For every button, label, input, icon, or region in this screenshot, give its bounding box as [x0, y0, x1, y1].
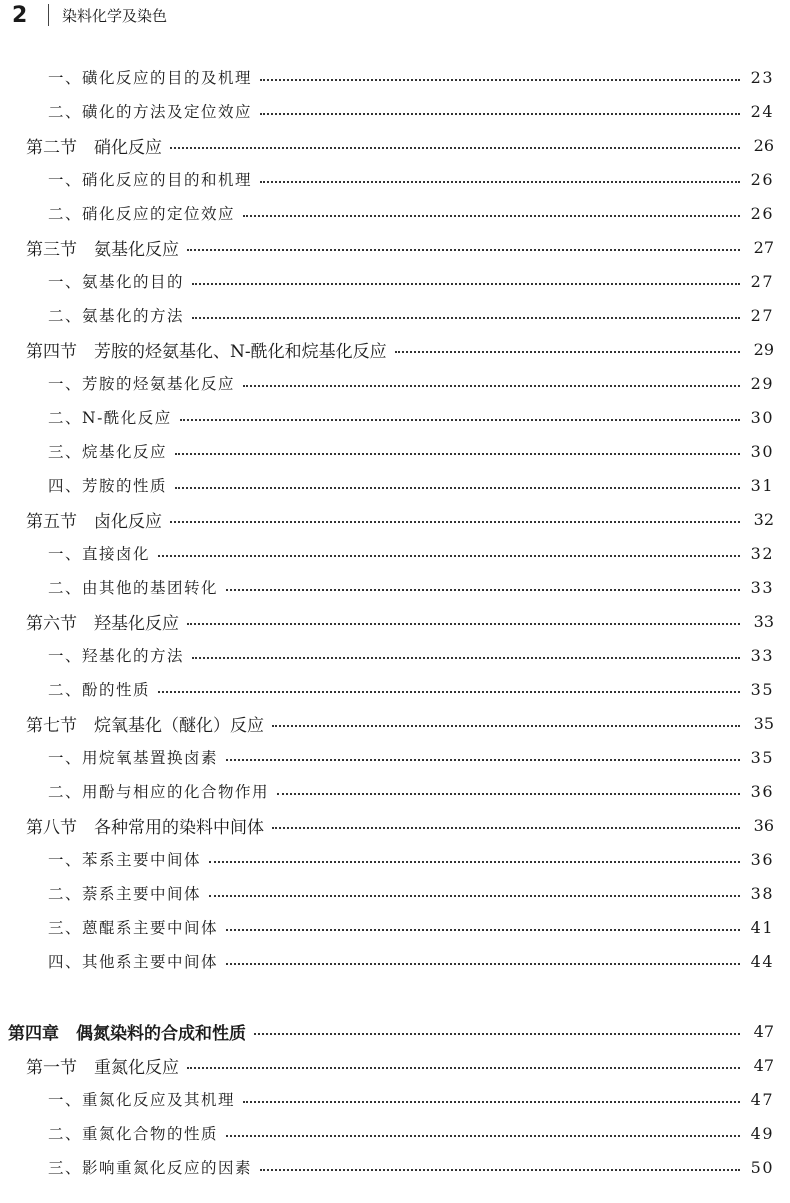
- toc-page-number: 29: [750, 373, 774, 393]
- toc-subsection-entry: [0, 641, 790, 669]
- toc-page-number: 35: [750, 747, 774, 767]
- toc-entry-title: 第三节 氨基化反应: [26, 239, 179, 260]
- dot-leader: [226, 759, 740, 761]
- toc-page-number: 33: [750, 577, 774, 597]
- toc-subsection-entry: [0, 63, 790, 91]
- dot-leader: [192, 657, 740, 659]
- toc-subsection-entry: [0, 879, 790, 907]
- toc-page-number: 41: [750, 917, 774, 937]
- toc-page-number: 26: [750, 203, 774, 223]
- toc-page-number: 23: [750, 67, 774, 87]
- dot-leader: [277, 793, 740, 795]
- dot-leader: [158, 555, 740, 557]
- toc-page-number: 38: [750, 883, 774, 903]
- toc-entry-title: 一、芳胺的烃氨基化反应: [48, 375, 236, 393]
- toc-section-entry: [0, 1051, 790, 1079]
- toc-page-number: 47: [753, 1021, 774, 1041]
- toc-subsection-entry: [0, 199, 790, 227]
- toc-subsection-entry: [0, 165, 790, 193]
- dot-leader: [226, 963, 740, 965]
- toc-entry-title: 一、重氮化反应及其机理: [48, 1091, 236, 1109]
- toc-entry-title: 三、烷基化反应: [48, 443, 168, 461]
- toc-entry-title: 一、羟基化的方法: [48, 647, 185, 665]
- toc-page-number: 26: [750, 169, 774, 189]
- toc-subsection-entry: [0, 471, 790, 499]
- toc-subsection-entry: [0, 947, 790, 975]
- toc-subsection-entry: [0, 437, 790, 465]
- toc-page-number: 30: [750, 441, 774, 461]
- toc-entry-title: 二、萘系主要中间体: [48, 885, 202, 903]
- toc-subsection-entry: [0, 539, 790, 567]
- toc-subsection-entry: [0, 743, 790, 771]
- toc-page-number: 27: [753, 237, 774, 257]
- dot-leader: [272, 827, 740, 829]
- toc-page-number: 47: [750, 1089, 774, 1109]
- toc-entry-title: 二、硝化反应的定位效应: [48, 205, 236, 223]
- toc-subsection-entry: [0, 845, 790, 873]
- toc-entry-title: 二、酚的性质: [48, 681, 151, 699]
- toc-page-number: 30: [750, 407, 774, 427]
- toc-subsection-entry: [0, 97, 790, 125]
- dot-leader: [187, 623, 740, 625]
- toc-page-number: 26: [753, 135, 774, 155]
- toc-section-entry: [0, 607, 790, 635]
- dot-leader: [254, 1033, 740, 1035]
- dot-leader: [226, 929, 740, 931]
- toc-page-number: 44: [750, 951, 774, 971]
- dot-leader: [192, 317, 740, 319]
- toc-subsection-entry: [0, 267, 790, 295]
- toc-page-number: 33: [750, 645, 774, 665]
- toc-subsection-entry: [0, 913, 790, 941]
- toc-subsection-entry: [0, 1119, 790, 1147]
- dot-leader: [158, 691, 740, 693]
- toc-entry-title: 二、用酚与相应的化合物作用: [48, 783, 270, 801]
- dot-leader: [243, 215, 740, 217]
- dot-leader: [209, 895, 740, 897]
- toc-page-number: 24: [750, 101, 774, 121]
- dot-leader: [260, 79, 740, 81]
- toc-entry-title: 第四章 偶氮染料的合成和性质: [8, 1023, 246, 1044]
- dot-leader: [243, 1101, 740, 1103]
- toc-entry-title: 二、氨基化的方法: [48, 307, 185, 325]
- dot-leader: [260, 1169, 740, 1171]
- dot-leader: [226, 589, 740, 591]
- toc-entry-title: 一、硝化反应的目的和机理: [48, 171, 253, 189]
- toc-entry-title: 第四节 芳胺的烃氨基化、N-酰化和烷基化反应: [26, 341, 387, 362]
- toc-subsection-entry: [0, 301, 790, 329]
- toc-subsection-entry: [0, 1085, 790, 1113]
- running-title: 染料化学及染色: [62, 7, 168, 25]
- toc-chapter-entry: [0, 1017, 790, 1045]
- toc-section-entry: [0, 505, 790, 533]
- toc-section-entry: [0, 335, 790, 363]
- dot-leader: [260, 181, 740, 183]
- toc-entry-title: 二、N-酰化反应: [48, 409, 172, 427]
- dot-leader: [209, 861, 740, 863]
- toc-subsection-entry: [0, 1153, 790, 1181]
- toc-page-number: 32: [753, 509, 774, 529]
- toc-entry-title: 二、重氮化合物的性质: [48, 1125, 219, 1143]
- dot-leader: [170, 147, 740, 149]
- toc-entry-title: 一、磺化反应的目的及机理: [48, 69, 253, 87]
- toc-entry-title: 四、其他系主要中间体: [48, 953, 219, 971]
- dot-leader: [175, 487, 740, 489]
- dot-leader: [175, 453, 740, 455]
- toc-subsection-entry: [0, 573, 790, 601]
- toc-entry-title: 第五节 卤化反应: [26, 511, 162, 532]
- toc-entry-title: 一、用烷氧基置换卤素: [48, 749, 219, 767]
- toc-page-number: 36: [750, 849, 774, 869]
- toc-entry-title: 第六节 羟基化反应: [26, 613, 179, 634]
- toc-entry-title: 第二节 硝化反应: [26, 137, 162, 158]
- toc-page-number: 50: [750, 1157, 774, 1177]
- dot-leader: [243, 385, 740, 387]
- toc-page-number: 29: [753, 339, 774, 359]
- dot-leader: [187, 249, 740, 251]
- toc-page-number: 36: [753, 815, 774, 835]
- dot-leader: [395, 351, 740, 353]
- toc-page-number: 32: [750, 543, 774, 563]
- dot-leader: [192, 283, 740, 285]
- page-number: 2: [12, 3, 28, 28]
- toc-page-number: 27: [750, 305, 774, 325]
- toc-page-number: 35: [753, 713, 774, 733]
- toc-entry-title: 四、芳胺的性质: [48, 477, 168, 495]
- toc-subsection-entry: [0, 777, 790, 805]
- dot-leader: [187, 1067, 740, 1069]
- dot-leader: [180, 419, 740, 421]
- toc-section-entry: [0, 709, 790, 737]
- toc-entry-title: 一、氨基化的目的: [48, 273, 185, 291]
- toc-subsection-entry: [0, 369, 790, 397]
- toc-page-number: 35: [750, 679, 774, 699]
- toc-page-number: 33: [753, 611, 774, 631]
- toc-entry-title: 一、苯系主要中间体: [48, 851, 202, 869]
- toc-page-number: 27: [750, 271, 774, 291]
- toc-section-entry: [0, 811, 790, 839]
- toc-entry-title: 二、由其他的基团转化: [48, 579, 219, 597]
- toc-entry-title: 三、蒽醌系主要中间体: [48, 919, 219, 937]
- toc-page-number: 49: [750, 1123, 774, 1143]
- toc-entry-title: 第七节 烷氧基化（醚化）反应: [26, 715, 264, 736]
- toc-entry-title: 二、磺化的方法及定位效应: [48, 103, 253, 121]
- toc-subsection-entry: [0, 403, 790, 431]
- toc-section-entry: [0, 233, 790, 261]
- toc-entry-title: 一、直接卤化: [48, 545, 151, 563]
- toc-section-entry: [0, 131, 790, 159]
- dot-leader: [170, 521, 740, 523]
- toc-subsection-entry: [0, 675, 790, 703]
- dot-leader: [272, 725, 740, 727]
- toc-page-number: 31: [750, 475, 774, 495]
- toc-entry-title: 三、影响重氮化反应的因素: [48, 1159, 253, 1177]
- dot-leader: [260, 113, 740, 115]
- dot-leader: [226, 1135, 740, 1137]
- toc-page-number: 47: [753, 1055, 774, 1075]
- toc-entry-title: 第一节 重氮化反应: [26, 1057, 179, 1078]
- toc-page-number: 36: [750, 781, 774, 801]
- toc-entry-title: 第八节 各种常用的染料中间体: [26, 817, 264, 838]
